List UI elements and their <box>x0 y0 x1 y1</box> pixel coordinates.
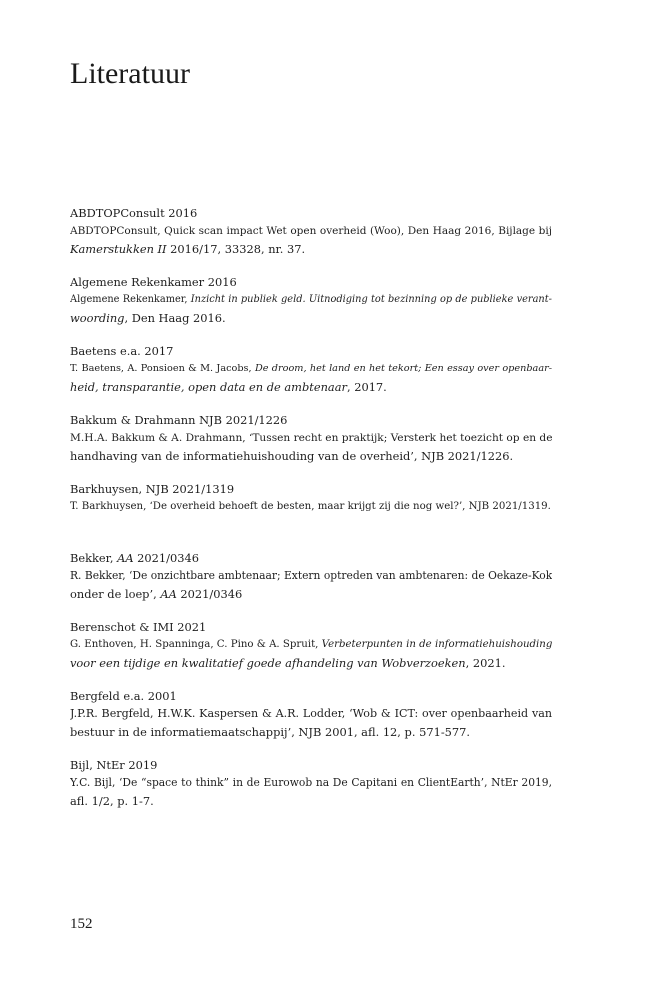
reference-line: M.H.A. Bakkum & A. Drahmann, ‘Tussen recht en praktijk; Versterk het toezicht op en de <box>70 432 552 444</box>
reference-entry <box>70 342 552 411</box>
reference-text <box>70 498 552 516</box>
reference-entry <box>70 204 552 273</box>
reference-key: Bakkum & Drahmann NJB 2021/1226 <box>70 413 288 427</box>
reference-list <box>70 204 552 825</box>
reference-line: heid, transparantie, open data en de ambtenaar, 2017. <box>70 380 387 394</box>
reference-line: Algemene Rekenkamer, Inzicht in publiek geld. Uitnodiging tot bezinning op de publieke verant- <box>70 294 552 305</box>
reference-key: Bergfeld e.a. 2001 <box>70 689 177 703</box>
reference-text <box>70 291 552 327</box>
reference-key: Algemene Rekenkamer 2016 <box>70 275 237 289</box>
reference-line: bestuur in de informatiemaatschappij’, NJB 2001, afl. 12, p. 571-577. <box>70 725 471 739</box>
reference-key: Baetens e.a. 2017 <box>70 344 174 358</box>
reference-line: T. Baetens, A. Ponsioen & M. Jacobs, De droom, het land en het tekort; Een essay over openbaar- <box>70 363 552 374</box>
reference-line: Y.C. Bijl, ‘De “space to think” in de Eurowob na De Capitani en ClientEarth’, NtEr 2019, <box>70 776 552 789</box>
reference-entry <box>70 687 552 756</box>
reference-key: Bekker, AA 2021/0346 <box>70 551 199 565</box>
reference-line: ABDTOPConsult, Quick scan impact Wet open overheid (Woo), Den Haag 2016, Bijlage bij <box>70 225 552 237</box>
reference-entry <box>70 756 552 825</box>
reference-line: handhaving van de informatiehuishouding van de overheid’, NJB 2021/1226. <box>70 449 514 463</box>
reference-text <box>70 222 552 258</box>
page-title: Literatuur <box>70 57 190 90</box>
reference-line: Kamerstukken II 2016/17, 33328, nr. 37. <box>70 242 306 256</box>
reference-line: G. Enthoven, H. Spanninga, C. Pino & A. Spruit, Verbeterpunten in de informatiehuishouding <box>70 639 552 650</box>
reference-entry <box>70 480 552 549</box>
reference-text <box>70 774 552 810</box>
reference-text <box>70 429 552 465</box>
reference-line: voor een tijdige en kwalitatief goede afhandeling van Wobverzoeken, 2021. <box>70 656 506 670</box>
reference-text <box>70 636 552 672</box>
reference-entry <box>70 411 552 480</box>
reference-text <box>70 360 552 396</box>
reference-entry <box>70 273 552 342</box>
reference-text <box>70 567 552 603</box>
reference-line: T. Barkhuysen, ‘De overheid behoeft de besten, maar krijgt zij die nog wel?’, NJB 2021/1319. <box>70 501 551 512</box>
reference-line: onder de loep’, AA 2021/0346 <box>70 587 243 601</box>
reference-key: Barkhuysen, NJB 2021/1319 <box>70 482 235 496</box>
reference-key: ABDTOPConsult 2016 <box>70 206 198 220</box>
reference-line: afl. 1/2, p. 1-7. <box>70 794 154 808</box>
reference-key: Berenschot & IMI 2021 <box>70 620 207 634</box>
reference-text <box>70 705 552 741</box>
reference-line: R. Bekker, ‘De onzichtbare ambtenaar; Extern optreden van ambtenaren: de Oekaze-Kok <box>70 569 552 582</box>
reference-line: J.P.R. Bergfeld, H.W.K. Kaspersen & A.R. Lodder, ‘Wob & ICT: over openbaarheid van <box>70 707 552 720</box>
page-number: 152 <box>70 916 93 932</box>
reference-key: Bijl, NtEr 2019 <box>70 758 158 772</box>
reference-entry <box>70 618 552 687</box>
reference-entry <box>70 549 552 618</box>
reference-line: woording, Den Haag 2016. <box>70 311 226 325</box>
